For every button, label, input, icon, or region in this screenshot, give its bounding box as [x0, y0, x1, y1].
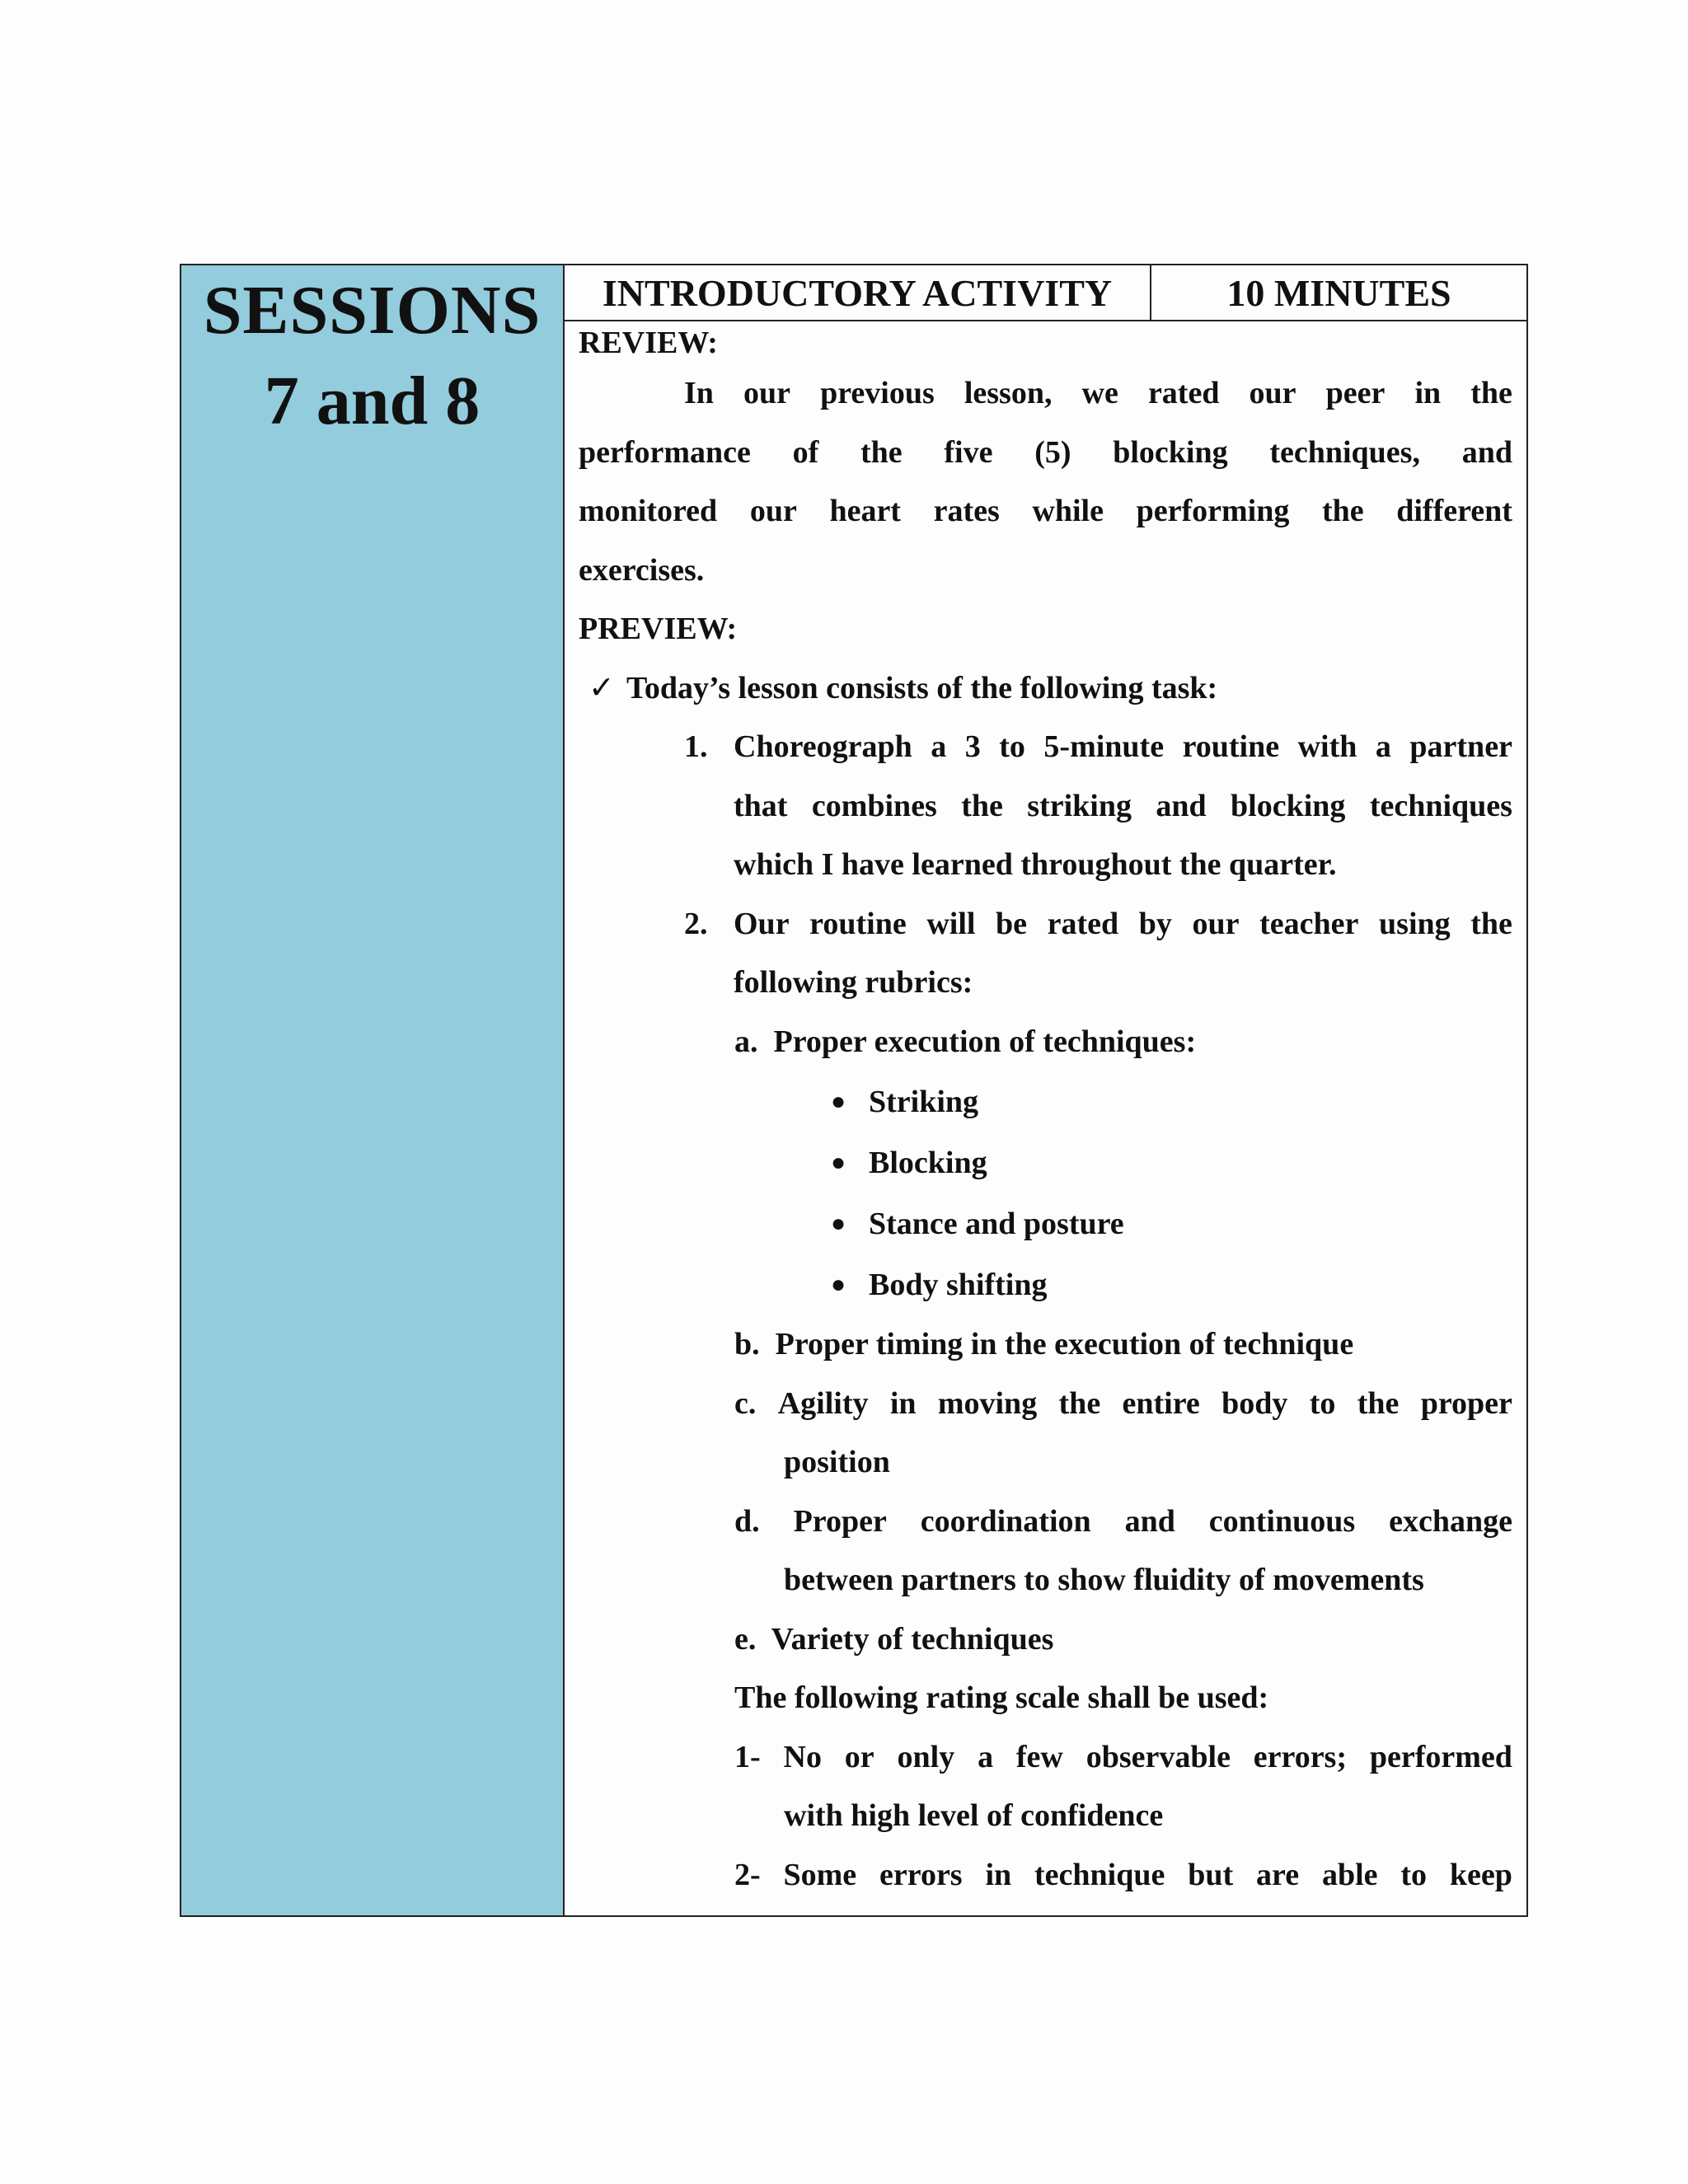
- word: our: [1192, 906, 1240, 941]
- checkmark-icon: ✓: [588, 670, 615, 705]
- word: Our: [734, 906, 790, 941]
- preview-label: PREVIEW:: [579, 612, 738, 646]
- bullet-item: [579, 1193, 1512, 1254]
- word: 3: [964, 729, 981, 764]
- word: technique: [1034, 1857, 1165, 1892]
- word: coordination: [920, 1503, 1091, 1539]
- word: techniques: [1369, 788, 1512, 823]
- word: exchange: [1389, 1503, 1512, 1539]
- rubric-d-cont: between partners to show fluidity of movements: [784, 1563, 1424, 1597]
- task-line: following rubrics:: [734, 965, 973, 1000]
- activity-body: [565, 321, 1526, 1905]
- word: striking: [1027, 788, 1132, 823]
- rating-scale-intro: The following rating scale shall be used:: [734, 1680, 1269, 1715]
- rubric-a: a. Proper execution of techniques:: [734, 1024, 1197, 1059]
- rubric-e: e. Variety of techniques: [734, 1621, 1054, 1657]
- word: and: [1461, 434, 1512, 470]
- word: previous: [820, 376, 935, 410]
- word: using: [1379, 906, 1451, 941]
- preview-check-item: [579, 659, 1512, 719]
- bullet-item: [579, 1132, 1512, 1193]
- word: blocking: [1231, 788, 1346, 823]
- word: In: [684, 376, 714, 410]
- word: able: [1321, 1857, 1378, 1892]
- review-line: [579, 364, 1512, 424]
- activity-duration: 10 MINUTES: [1226, 271, 1451, 314]
- bullet-text: Striking: [869, 1085, 979, 1119]
- word: by: [1138, 906, 1172, 941]
- word: only: [897, 1739, 955, 1774]
- rating-scale-1: [579, 1728, 1512, 1788]
- word: c.: [734, 1385, 757, 1421]
- word: in: [985, 1857, 1012, 1892]
- word: the: [961, 788, 1003, 823]
- activity-title: INTRODUCTORY ACTIVITY: [565, 265, 1151, 320]
- word: rated: [1147, 376, 1220, 410]
- rubric-b: b. Proper timing in the execution of technique: [734, 1327, 1354, 1361]
- word: five: [944, 434, 993, 470]
- task-line: which I have learned throughout the quarter.: [734, 847, 1337, 882]
- rating-scale-2: [579, 1846, 1512, 1905]
- word: and: [1156, 788, 1207, 823]
- word: the: [1321, 494, 1364, 528]
- word: monitored: [579, 494, 718, 528]
- word: be: [996, 906, 1028, 941]
- word: while: [1032, 494, 1104, 528]
- word: our: [743, 376, 790, 410]
- word: our: [749, 494, 797, 528]
- word: the: [1470, 376, 1512, 410]
- word: routine: [809, 906, 907, 941]
- word: observable: [1085, 1739, 1231, 1774]
- word: Proper: [793, 1503, 887, 1539]
- word: entire: [1122, 1385, 1200, 1421]
- word: blocking: [1113, 434, 1228, 470]
- task-line: [734, 895, 1512, 954]
- bullet-text: Blocking: [869, 1146, 987, 1180]
- word: the: [1470, 906, 1512, 941]
- word: and: [1124, 1503, 1175, 1539]
- word: routine: [1182, 729, 1280, 764]
- word: No: [783, 1739, 822, 1774]
- word: Agility: [777, 1385, 869, 1421]
- word: in: [889, 1385, 917, 1421]
- rubric-d: [579, 1493, 1512, 1552]
- word: that: [734, 788, 788, 823]
- rubric-c-cont: position: [784, 1445, 890, 1479]
- word: Choreograph: [734, 729, 912, 764]
- word: performing: [1136, 494, 1290, 528]
- word: are: [1256, 1857, 1300, 1892]
- task-item-1: [579, 718, 1512, 895]
- word: the: [1357, 1385, 1400, 1421]
- word: moving: [937, 1385, 1038, 1421]
- bullet-text: Stance and posture: [869, 1207, 1124, 1241]
- word: our: [1249, 376, 1296, 410]
- activity-header: [565, 265, 1526, 321]
- word: performed: [1369, 1739, 1512, 1774]
- word: 2-: [734, 1857, 761, 1892]
- task-line: [734, 718, 1512, 777]
- word: a: [931, 729, 947, 764]
- session-content-column: [565, 265, 1526, 1915]
- word: 5-minute: [1043, 729, 1165, 764]
- word: the: [860, 434, 903, 470]
- bullet-icon: ●: [831, 1088, 846, 1115]
- word: to: [999, 729, 1025, 764]
- task-line: [734, 777, 1512, 837]
- word: 1-: [734, 1739, 761, 1774]
- word: to: [1400, 1857, 1428, 1892]
- preview-check-text: Today’s lesson consists of the following task:: [626, 670, 1218, 705]
- word: or: [844, 1739, 874, 1774]
- word: in: [1414, 376, 1442, 410]
- review-line: [579, 424, 1512, 483]
- word: continuous: [1208, 1503, 1356, 1539]
- word: rates: [933, 494, 1000, 528]
- task-number: 1.: [684, 729, 708, 764]
- word: keep: [1449, 1857, 1512, 1892]
- review-line: exercises.: [579, 552, 705, 588]
- word: Some: [783, 1857, 857, 1892]
- rubric-c: [579, 1375, 1512, 1434]
- bullet-icon: ●: [831, 1271, 846, 1298]
- word: peer: [1325, 376, 1386, 410]
- word: lesson,: [964, 376, 1053, 410]
- review-line: [579, 482, 1512, 541]
- word: techniques,: [1269, 434, 1420, 470]
- word: heart: [829, 494, 901, 528]
- word: but: [1188, 1857, 1234, 1892]
- session-table: [180, 264, 1528, 1917]
- word: with: [1297, 729, 1357, 764]
- bullet-icon: ●: [831, 1210, 846, 1237]
- word: errors: [879, 1857, 963, 1892]
- word: proper: [1420, 1385, 1512, 1421]
- review-label: REVIEW:: [579, 326, 718, 360]
- bullet-item: [579, 1254, 1512, 1315]
- word: a: [1375, 729, 1391, 764]
- task-text: [734, 718, 1512, 895]
- word: few: [1015, 1739, 1063, 1774]
- task-item-2: [579, 895, 1512, 1013]
- bullet-text: Body shifting: [869, 1268, 1048, 1302]
- session-title-line1: SESSIONS: [203, 272, 542, 349]
- word: errors;: [1253, 1739, 1348, 1774]
- session-title-line2: 7 and 8: [264, 363, 481, 439]
- rating-scale-1-cont: with high level of confidence: [784, 1798, 1164, 1833]
- word: body: [1221, 1385, 1288, 1421]
- word: will: [926, 906, 976, 941]
- word: teacher: [1259, 906, 1359, 941]
- word: d.: [734, 1503, 760, 1539]
- bullet-icon: ●: [831, 1149, 846, 1176]
- word: of: [792, 434, 819, 470]
- session-sidebar: [181, 265, 565, 1915]
- word: partner: [1409, 729, 1512, 764]
- word: performance: [579, 434, 751, 470]
- task-text: [734, 895, 1512, 1013]
- bullet-item: [579, 1071, 1512, 1132]
- task-number: 2.: [684, 906, 708, 941]
- word: a: [978, 1739, 994, 1774]
- word: we: [1081, 376, 1118, 410]
- word: rated: [1047, 906, 1119, 941]
- word: to: [1309, 1385, 1336, 1421]
- word: the: [1058, 1385, 1101, 1421]
- word: (5): [1034, 434, 1071, 470]
- word: different: [1396, 494, 1512, 528]
- word: combines: [811, 788, 937, 823]
